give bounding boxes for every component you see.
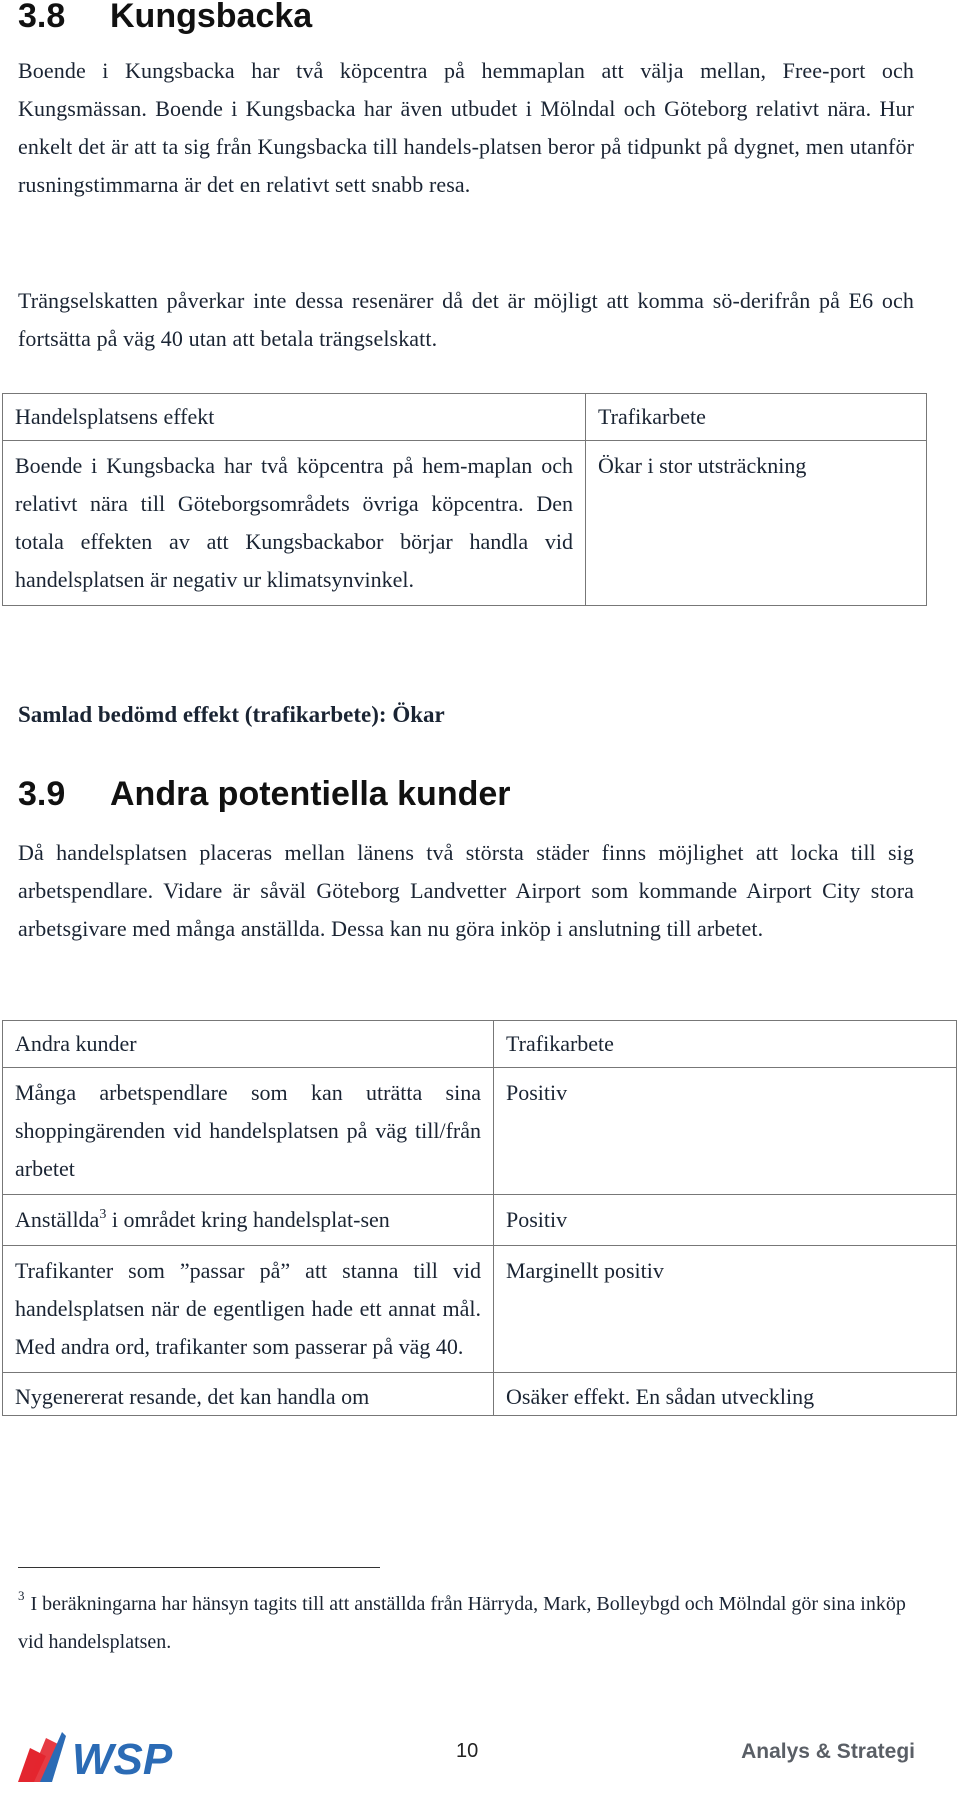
section-heading-3-8 (18, 0, 312, 36)
paragraph-kungsbacka-2: Trängselskatten påverkar inte dessa resenärer då det är möjligt att komma sö-derifrån på E6 och fortsätta på väg 40 utan att betala trängselskatt. (18, 288, 914, 351)
table-cell-effect: Positiv (494, 1068, 957, 1195)
paragraph-other-customers: Då handelsplatsen placeras mellan länens två största städer finns möjlighet att locka till sig arbetspendlare. Vidare är såväl Göteborg Landvetter Airport som kommande Airport City stora arbetsgivare med många anställda. Dessa kan nu göra inköp i anslutning till arbetet. (18, 840, 914, 941)
section-title: Kungsbacka (110, 0, 313, 35)
wsp-logo (16, 1728, 196, 1784)
table-cell-customer (3, 1195, 494, 1246)
cell-text: i området kring handelsplat-sen (106, 1207, 390, 1232)
table-header-customers: Andra kunder (3, 1021, 494, 1068)
table-cell-effect: Ökar i stor utsträckning (586, 441, 927, 606)
table-cell-customer: Trafikanter som ”passar på” att stanna till vid handelsplatsen när de egentligen hade ett annat mål. Med andra ord, trafikanter som passerar på väg 40. (3, 1246, 494, 1373)
footnote (18, 1585, 918, 1661)
table-header-traffic: Trafikarbete (586, 394, 927, 441)
table-header-effect: Handelsplatsens effekt (3, 394, 586, 441)
paragraph-kungsbacka-1: Boende i Kungsbacka har två köpcentra på hemmaplan att välja mellan, Free-port och Kungsmässan. Boende i Kungsbacka har även utbudet i Mölndal och Göteborg relativt nära. Hur enkelt det är att ta sig från Kungsbacka till handels-platsen beror på tidpunkt på dygnet, men utanför rusningstimmarna är det en relativt sett snabb resa. (18, 58, 914, 197)
section-heading-3-9 (18, 774, 511, 814)
footnote-reference[interactable]: 3 (99, 1207, 107, 1222)
table-cell-effect: Marginellt positiv (494, 1246, 957, 1373)
table-cell-effect: Positiv (494, 1195, 957, 1246)
table-cell-description: Boende i Kungsbacka har två köpcentra på hem-maplan och relativt nära till Göteborgsområdets övriga köpcentra. Den totala effekten av att Kungsbackabor börjar handla vid handelsplatsen är negativ ur klimatsynvinkel. (3, 441, 586, 606)
page-number: 10 (456, 1740, 479, 1762)
table-cell-effect: Osäker effekt. En sådan utveckling (494, 1373, 957, 1416)
section-number: 3.9 (18, 775, 66, 813)
footer-brand-text: Analys & Strategi (741, 1740, 915, 1763)
cell-text: Anställda (15, 1207, 100, 1232)
footnote-divider (18, 1567, 380, 1568)
table-header-traffic: Trafikarbete (494, 1021, 957, 1068)
section-title: Andra potentiella kunder (110, 775, 511, 813)
kungsbacka-effect-table (2, 393, 927, 606)
table-cell-customer: Nygenererat resande, det kan handla om (3, 1373, 494, 1416)
logo-text: WSP (72, 1735, 173, 1784)
footnote-text: I beräkningarna har hänsyn tagits till att anställda från Härryda, Mark, Bolleybgd och Mölndal gör sina inköp vid handelsplatsen. (18, 1593, 906, 1653)
section-number: 3.8 (18, 0, 66, 35)
summary-assessment: Samlad bedömd effekt (trafikarbete): Ökar (18, 702, 445, 727)
footnote-marker: 3 (18, 1588, 25, 1603)
other-customers-table (2, 1020, 957, 1416)
table-cell-customer: Många arbetspendlare som kan uträtta sina shoppingärenden vid handelsplatsen på väg till/från arbetet (3, 1068, 494, 1195)
